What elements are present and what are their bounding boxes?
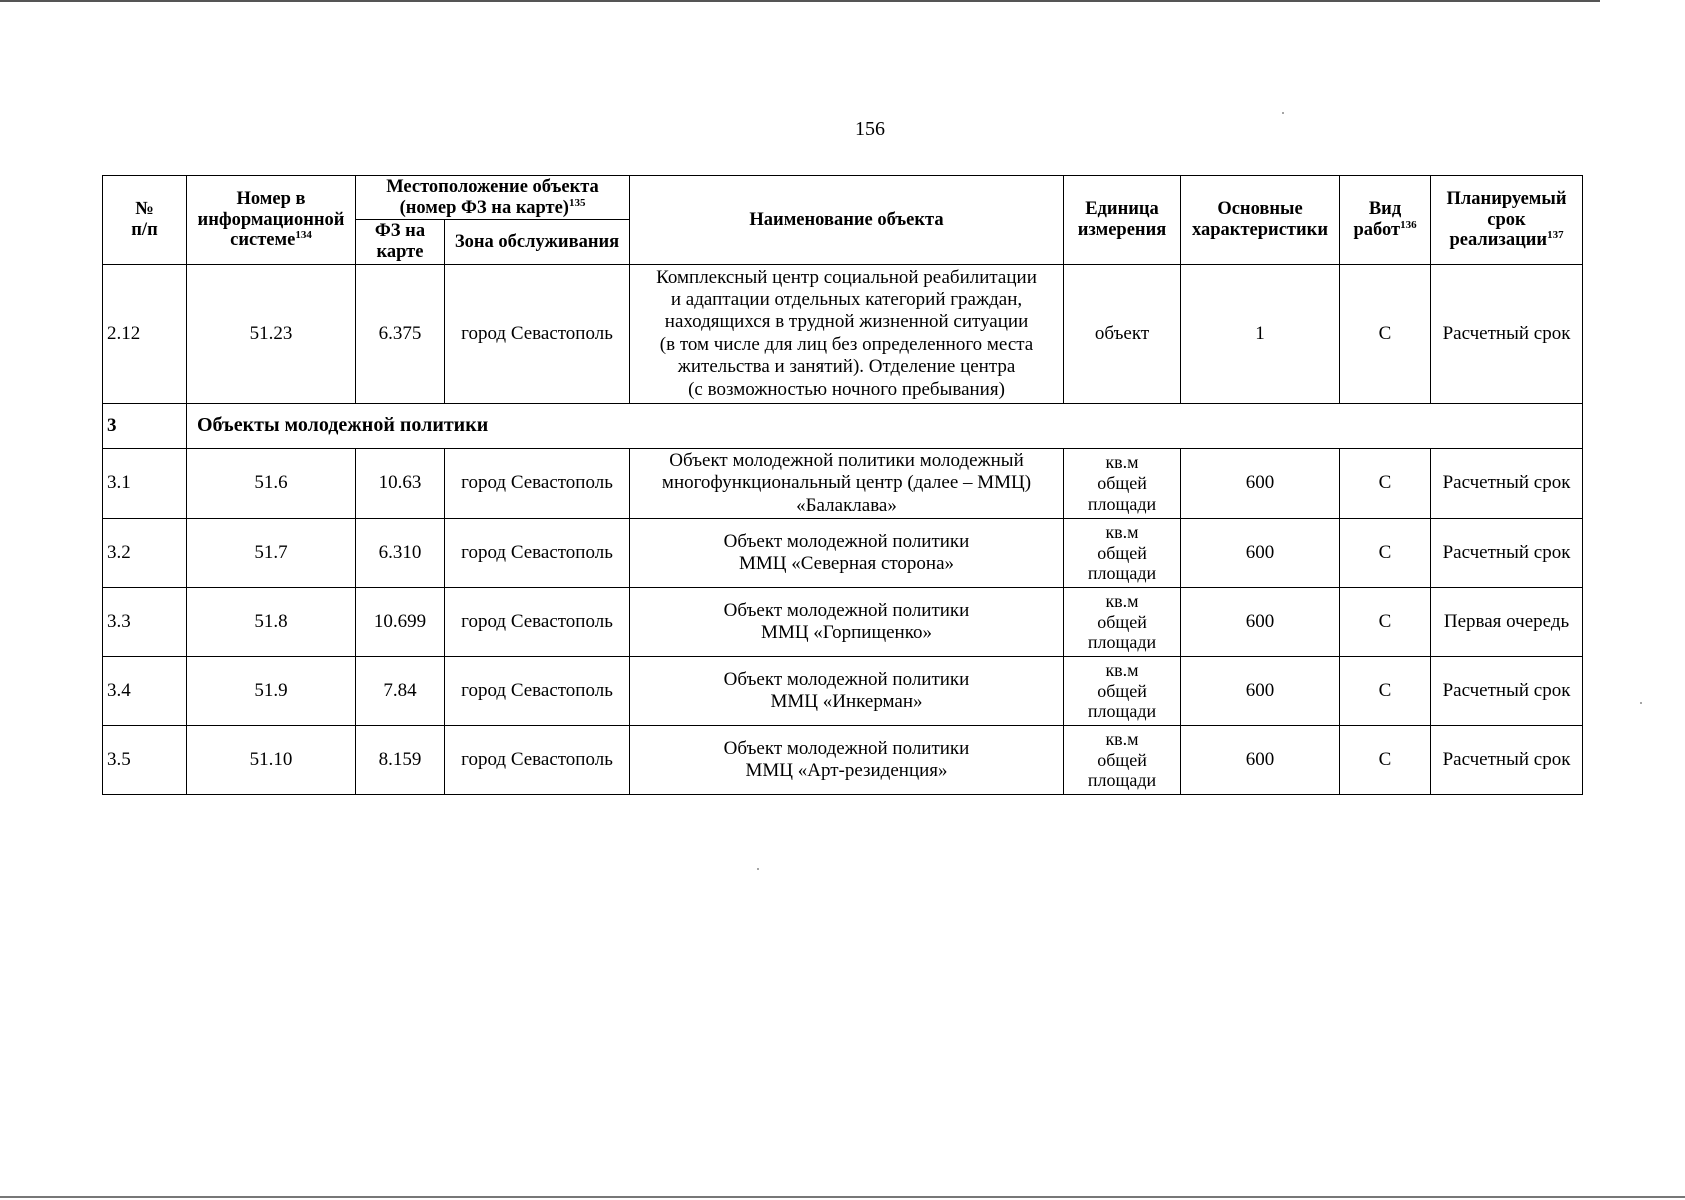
cell-fz: 8.159 xyxy=(356,726,445,795)
cell-term: Расчетный срок xyxy=(1431,519,1583,588)
scan-edge-bottom xyxy=(0,1196,1685,1198)
header-location: Местоположение объекта (номер ФЗ на карте)$^{135}$ xyxy=(356,176,630,220)
header-term: Планируемый срок реализации$^{137}$ xyxy=(1431,176,1583,265)
header-fz: ФЗ на карте xyxy=(356,220,445,264)
cell-zone: город Севастополь xyxy=(445,726,630,795)
header-info-number: Номер в информационной системе$^{134}$ xyxy=(187,176,356,265)
cell-unit: кв.м общей площади xyxy=(1064,657,1181,726)
scan-speck xyxy=(757,868,759,870)
cell-num: 2.12 xyxy=(103,264,187,403)
page-number: 156 xyxy=(855,118,885,140)
cell-term: Расчетный срок xyxy=(1431,657,1583,726)
cell-characteristics: 600 xyxy=(1181,726,1340,795)
cell-num: 3.2 xyxy=(103,519,187,588)
cell-fz: 6.310 xyxy=(356,519,445,588)
cell-term: Первая очередь xyxy=(1431,588,1583,657)
table-row xyxy=(103,264,1583,403)
cell-fz: 6.375 xyxy=(356,264,445,403)
cell-unit: кв.м общей площади xyxy=(1064,519,1181,588)
table-header xyxy=(103,176,1583,265)
cell-unit: объект xyxy=(1064,264,1181,403)
table-row xyxy=(103,726,1583,795)
cell-name: Объект молодежной политики ММЦ «Арт-резиденция» xyxy=(630,726,1064,795)
cell-zone: город Севастополь xyxy=(445,657,630,726)
cell-work-type: С xyxy=(1340,264,1431,403)
table-body xyxy=(103,264,1583,794)
cell-unit: кв.м общей площади xyxy=(1064,726,1181,795)
cell-characteristics: 600 xyxy=(1181,448,1340,518)
section-row xyxy=(103,403,1583,448)
header-name: Наименование объекта xyxy=(630,176,1064,265)
cell-work-type: С xyxy=(1340,448,1431,518)
cell-unit: кв.м общей площади xyxy=(1064,448,1181,518)
scan-edge-top xyxy=(0,0,1600,2)
table-row xyxy=(103,448,1583,518)
table-row xyxy=(103,588,1583,657)
cell-zone: город Севастополь xyxy=(445,588,630,657)
cell-info-number: 51.23 xyxy=(187,264,356,403)
section-num: 3 xyxy=(103,403,187,448)
objects-table xyxy=(102,175,1583,795)
header-unit: Единица измерения xyxy=(1064,176,1181,265)
table-row xyxy=(103,657,1583,726)
cell-num: 3.1 xyxy=(103,448,187,518)
cell-work-type: С xyxy=(1340,726,1431,795)
cell-num: 3.3 xyxy=(103,588,187,657)
header-num: № п/п xyxy=(103,176,187,265)
scan-speck xyxy=(1282,112,1284,114)
cell-zone: город Севастополь xyxy=(445,264,630,403)
cell-characteristics: 600 xyxy=(1181,588,1340,657)
cell-term: Расчетный срок xyxy=(1431,726,1583,795)
cell-work-type: С xyxy=(1340,588,1431,657)
scan-speck xyxy=(1640,702,1642,704)
cell-num: 3.4 xyxy=(103,657,187,726)
cell-fz: 10.699 xyxy=(356,588,445,657)
header-zone: Зона обслуживания xyxy=(445,220,630,264)
cell-characteristics: 600 xyxy=(1181,657,1340,726)
cell-name: Комплексный центр социальной реабилитации и адаптации отдельных категорий граждан, находящихся в трудной жизненной ситуации (в том числе для лиц без определенного места жительства и занятий). Отделение центра (с возможностью ночного пребывания) xyxy=(630,264,1064,403)
cell-term: Расчетный срок xyxy=(1431,448,1583,518)
cell-fz: 7.84 xyxy=(356,657,445,726)
cell-name: Объект молодежной политики ММЦ «Северная сторона» xyxy=(630,519,1064,588)
cell-info-number: 51.8 xyxy=(187,588,356,657)
header-work-type: Вид работ$^{136}$ xyxy=(1340,176,1431,265)
cell-num: 3.5 xyxy=(103,726,187,795)
cell-zone: город Севастополь xyxy=(445,519,630,588)
cell-name: Объект молодежной политики ММЦ «Горпищенко» xyxy=(630,588,1064,657)
cell-info-number: 51.6 xyxy=(187,448,356,518)
cell-fz: 10.63 xyxy=(356,448,445,518)
cell-info-number: 51.10 xyxy=(187,726,356,795)
section-title: Объекты молодежной политики xyxy=(187,403,1583,448)
cell-name: Объект молодежной политики молодежный многофункциональный центр (далее – ММЦ) «Балаклава» xyxy=(630,448,1064,518)
cell-characteristics: 600 xyxy=(1181,519,1340,588)
cell-work-type: С xyxy=(1340,519,1431,588)
cell-name: Объект молодежной политики ММЦ «Инкерман» xyxy=(630,657,1064,726)
header-row xyxy=(103,176,1583,220)
cell-info-number: 51.7 xyxy=(187,519,356,588)
table-row xyxy=(103,519,1583,588)
cell-unit: кв.м общей площади xyxy=(1064,588,1181,657)
cell-term: Расчетный срок xyxy=(1431,264,1583,403)
header-characteristics: Основные характеристики xyxy=(1181,176,1340,265)
cell-work-type: С xyxy=(1340,657,1431,726)
cell-zone: город Севастополь xyxy=(445,448,630,518)
cell-characteristics: 1 xyxy=(1181,264,1340,403)
cell-info-number: 51.9 xyxy=(187,657,356,726)
